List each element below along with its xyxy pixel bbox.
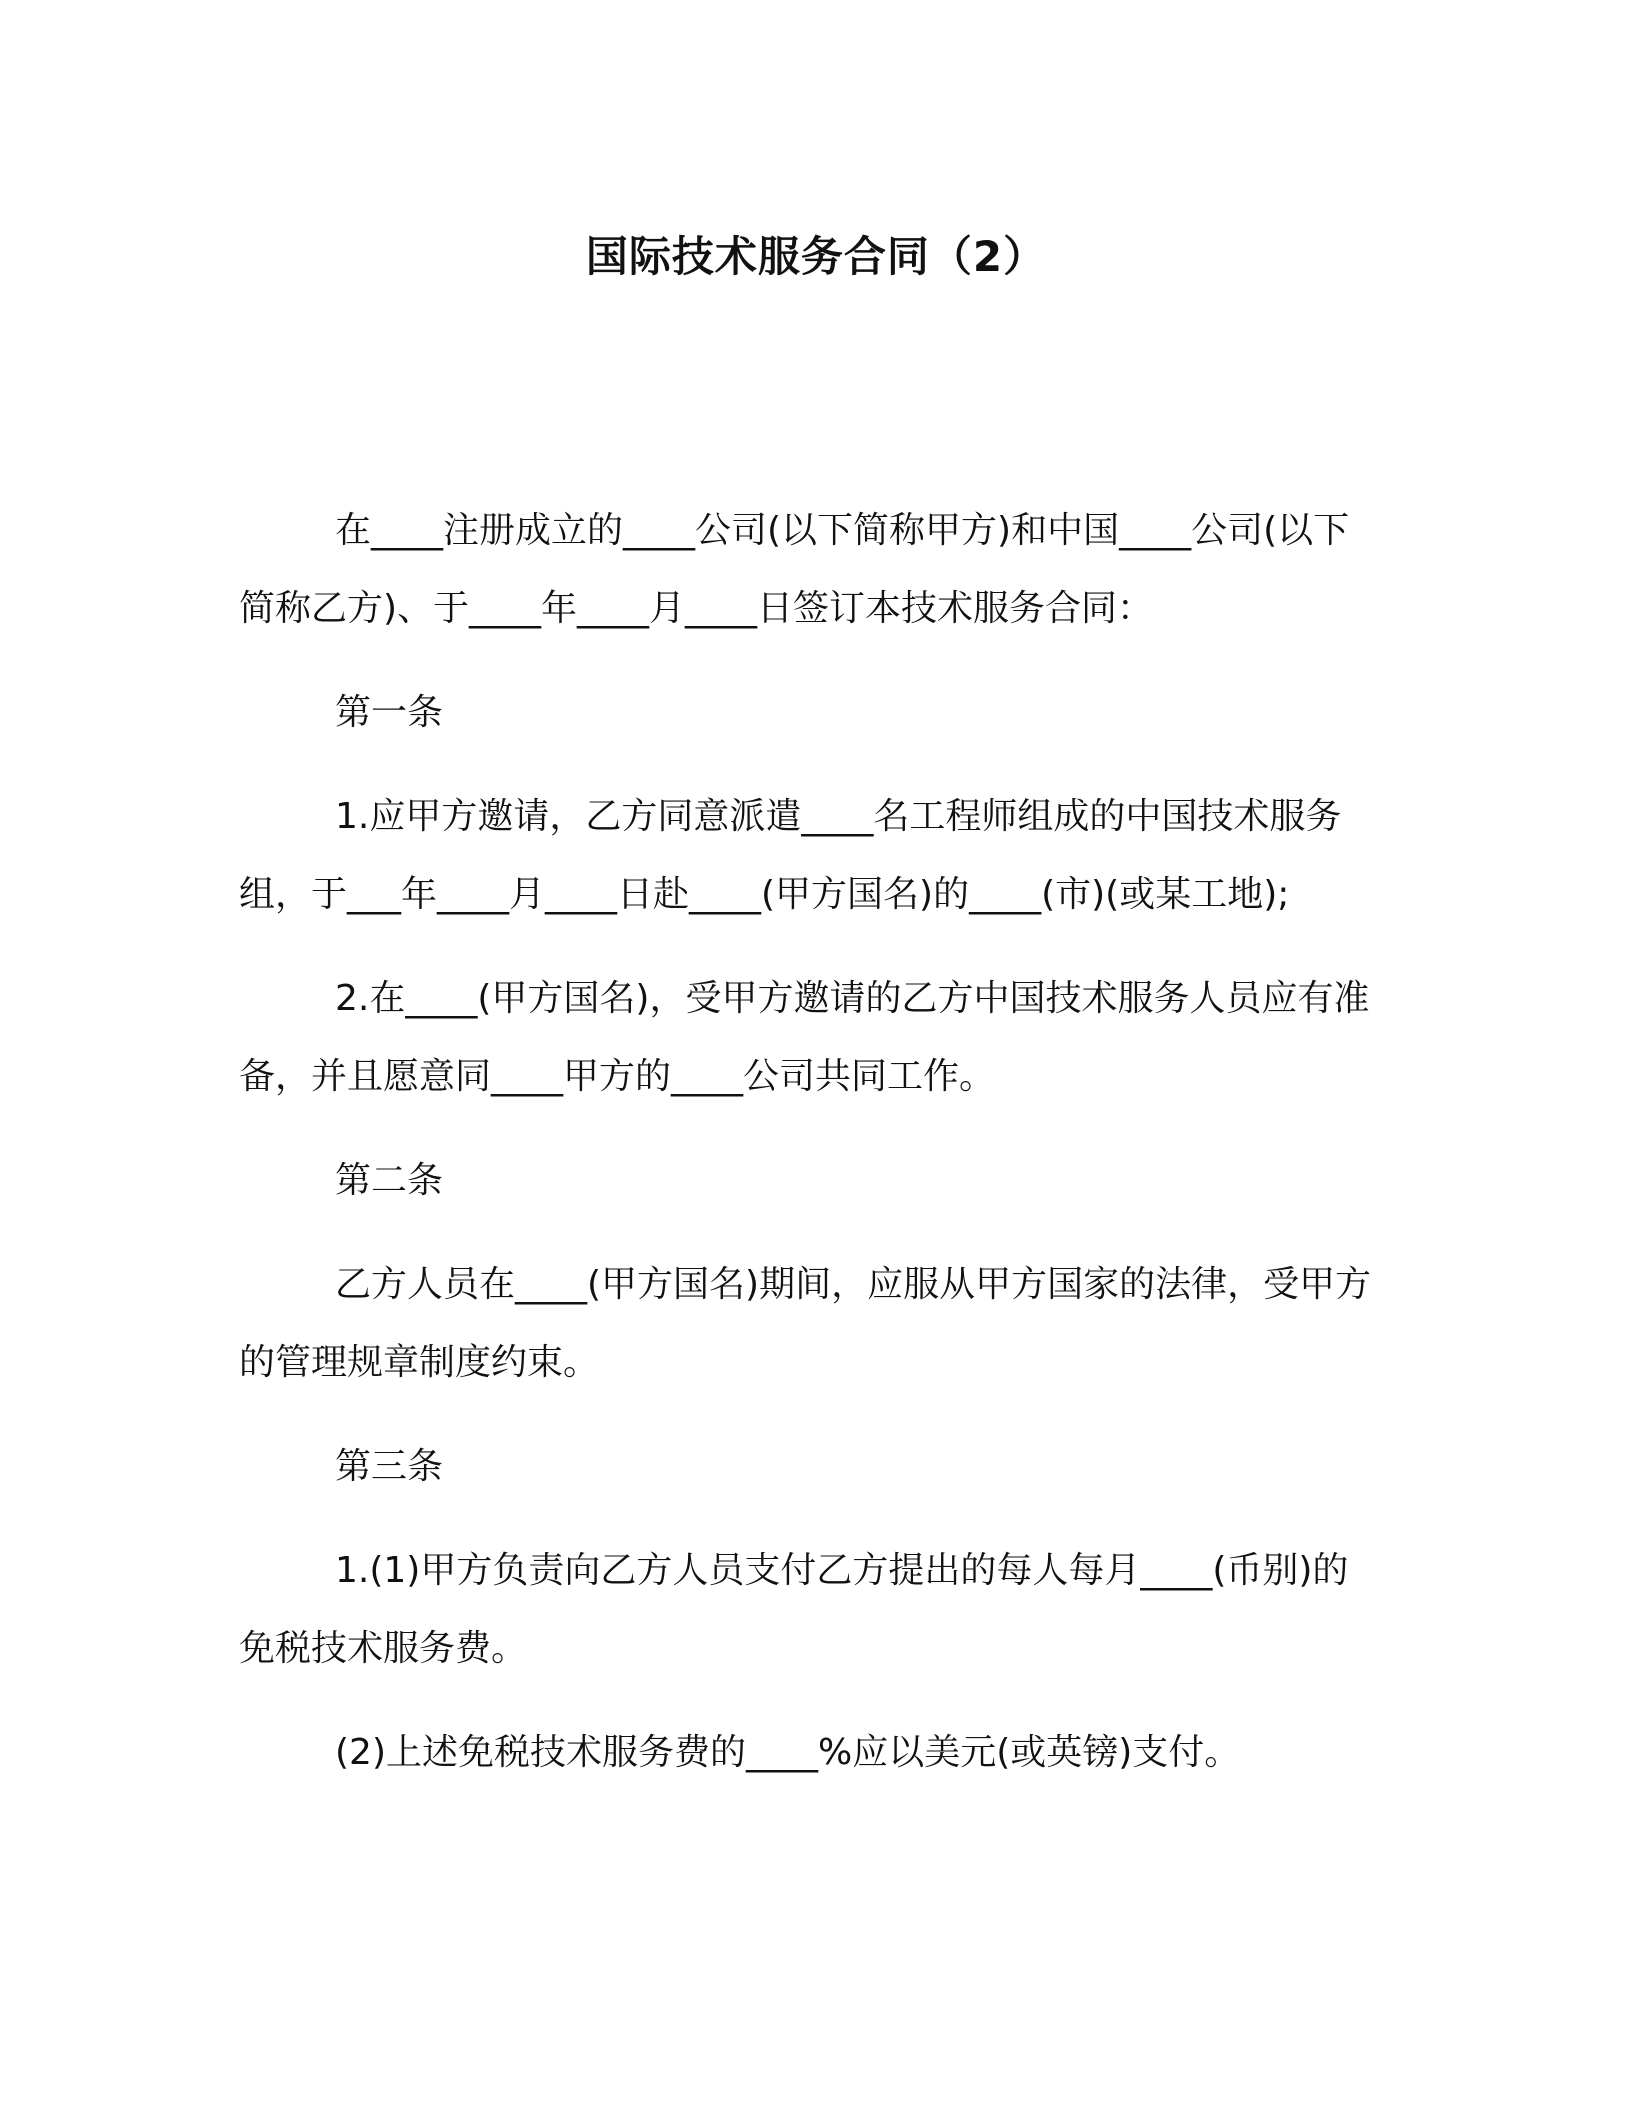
article-1-heading: 第一条 bbox=[335, 692, 444, 733]
document-title: 国际技术服务合同（2） bbox=[585, 232, 1047, 281]
contract-preamble: 在____注册成立的____公司(以下简称甲方)和中国____公司(以下简称乙方)、于____年____月____日签订本技术服务合同： bbox=[239, 510, 1350, 629]
document-body bbox=[239, 492, 1375, 1818]
article-2-clause: 乙方人员在____(甲方国名)期间，应服从甲方国家的法律，受甲方的管理规章制度约束。 bbox=[239, 1264, 1372, 1383]
article-1-clause-2: 2.在____(甲方国名)，受甲方邀请的乙方中国技术服务人员应有准备，并且愿意同____甲方的____公司共同工作。 bbox=[239, 978, 1370, 1097]
article-3-clause-1: 1.(1)甲方负责向乙方人员支付乙方提出的每人每月____(币别)的免税技术服务费。 bbox=[239, 1550, 1349, 1669]
article-3-heading: 第三条 bbox=[335, 1446, 444, 1487]
article-2-heading: 第二条 bbox=[335, 1160, 444, 1201]
article-3-clause-2: (2)上述免税技术服务费的____%应以美元(或英镑)支付。 bbox=[335, 1732, 1241, 1773]
article-1-clause-1: 1.应甲方邀请，乙方同意派遣____名工程师组成的中国技术服务组，于___年____月____日赴____(甲方国名)的____(市)(或某工地); bbox=[239, 796, 1342, 915]
